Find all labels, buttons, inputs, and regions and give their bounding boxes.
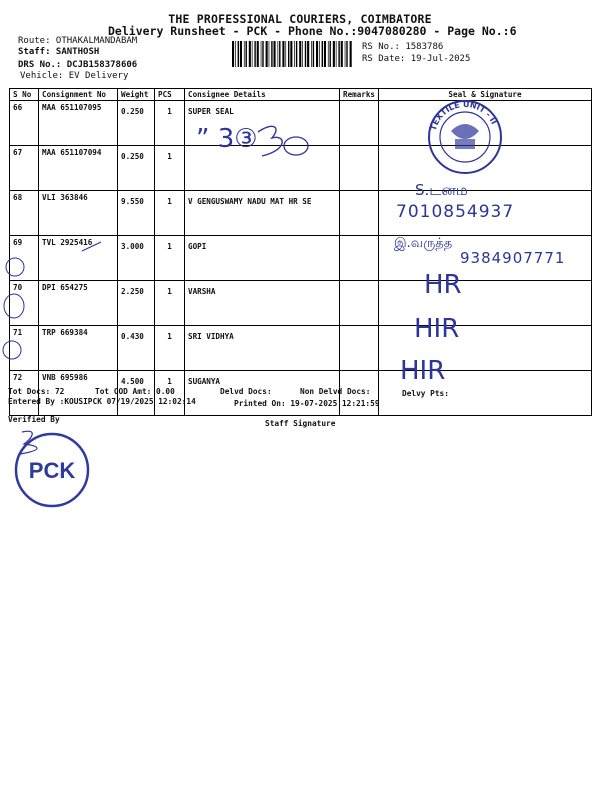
printed-on: Printed On: 19-07-2025 12:21:59: [234, 399, 380, 408]
weight-cell: 3.000: [118, 236, 155, 281]
consignment-cell: TRP 669384: [39, 326, 118, 371]
company-title: THE PROFESSIONAL COURIERS, COIMBATORE: [168, 12, 432, 26]
pcs-cell: 1: [155, 236, 185, 281]
consignee-cell: SRI VIDHYA: [185, 326, 340, 371]
col-header-consignee: Consignee Details: [185, 89, 340, 101]
consignee-cell: SUGANYA: [185, 371, 340, 416]
row67-circle: [284, 137, 308, 155]
weight-cell: 4.500: [118, 371, 155, 416]
weight-cell: 2.250: [118, 281, 155, 326]
consignment-cell: VNB 695986: [39, 371, 118, 416]
sno-cell: 70: [10, 281, 39, 326]
consignee-cell: V GENGUSWAMY NADU MAT HR SE: [185, 191, 340, 236]
row67-scribble: [258, 126, 282, 156]
col-header-weight: Weight: [118, 89, 155, 101]
col-header-consignment: Consignment No: [39, 89, 118, 101]
row68-phone: 7010854937: [396, 202, 515, 222]
delivered-docs: Delvd Docs:: [220, 387, 272, 396]
sno-cell: 68: [10, 191, 39, 236]
consignment-cell: VLI 363846: [39, 191, 118, 236]
pcs-cell: 1: [155, 281, 185, 326]
seal-text: TEXTILE UNIT - II: [428, 99, 499, 132]
consignee-cell: GOPI: [185, 236, 340, 281]
row71-signature: HIR: [414, 314, 460, 344]
consignee-cell: SUPER SEAL: [185, 101, 340, 146]
consignment-cell: TVL 2925416: [39, 236, 118, 281]
pcs-cell: 1: [155, 371, 185, 416]
weight-cell: 0.430: [118, 326, 155, 371]
row70-signature: HR: [424, 270, 462, 300]
textile-seal: [429, 100, 501, 173]
rs-date: RS Date: 19-Jul-2025: [362, 54, 471, 64]
pcs-cell: 1: [155, 191, 185, 236]
row69-phone: 9384907771: [460, 249, 566, 267]
row67-handwriting: ” 3③: [196, 124, 258, 154]
col-header-pcs: PCS: [155, 89, 185, 101]
total-docs: Tot Docs: 72: [8, 387, 65, 396]
verified-by-label: Verified By: [8, 415, 60, 424]
staff-label: Staff: SANTHOSH: [18, 47, 100, 57]
route-label: Route: OTHAKALMANDABAM: [18, 36, 138, 46]
runsheet-title: Delivery Runsheet - PCK - Phone No.:9047080280 - Page No.:6: [108, 24, 517, 38]
entered-by: Entered By :KOUSIPCK 07/19/2025 12:02:14: [8, 397, 196, 406]
weight-cell: 0.250: [118, 101, 155, 146]
row72-signature: HIR: [400, 356, 446, 386]
sno-cell: 71: [10, 326, 39, 371]
drs-number: DRS No.: DCJB158378606: [18, 60, 138, 70]
non-delivered-docs: Non Delvd Docs:: [300, 387, 371, 396]
circle-mark-71: [4, 294, 24, 318]
circle-mark-70: [6, 258, 24, 276]
row69-signature: இ.வருத்த: [394, 236, 453, 251]
pcs-cell: 1: [155, 101, 185, 146]
col-header-sno: S No: [10, 89, 39, 101]
consignment-cell: MAA 651107095: [39, 101, 118, 146]
consignment-cell: MAA 651107094: [39, 146, 118, 191]
pcs-cell: 1: [155, 146, 185, 191]
weight-cell: 9.550: [118, 191, 155, 236]
consignment-cell: DPI 654275: [39, 281, 118, 326]
rs-number: RS No.: 1583786: [362, 42, 444, 52]
delivery-points: Delvy Pts:: [402, 389, 449, 398]
row68-signature: S.டனம: [415, 181, 468, 199]
weight-cell: 0.250: [118, 146, 155, 191]
sno-cell: 67: [10, 146, 39, 191]
sno-cell: 66: [10, 101, 39, 146]
vehicle-label: Vehicle: EV Delivery: [20, 71, 129, 81]
col-header-seal-signature: Seal & Signature: [379, 89, 592, 101]
staff-signature-label: Staff Signature: [265, 419, 336, 428]
sno-cell: 72: [10, 371, 39, 416]
col-header-remarks: Remarks: [340, 89, 379, 101]
pcs-cell: 1: [155, 326, 185, 371]
consignee-cell: VARSHA: [185, 281, 340, 326]
stamp-text: PCK: [28, 458, 76, 483]
total-cod-amount: Tot COD Amt: 0.00: [95, 387, 175, 396]
circle-mark-72: [3, 341, 21, 359]
tick-mark: [82, 242, 101, 251]
sno-cell: 69: [10, 236, 39, 281]
